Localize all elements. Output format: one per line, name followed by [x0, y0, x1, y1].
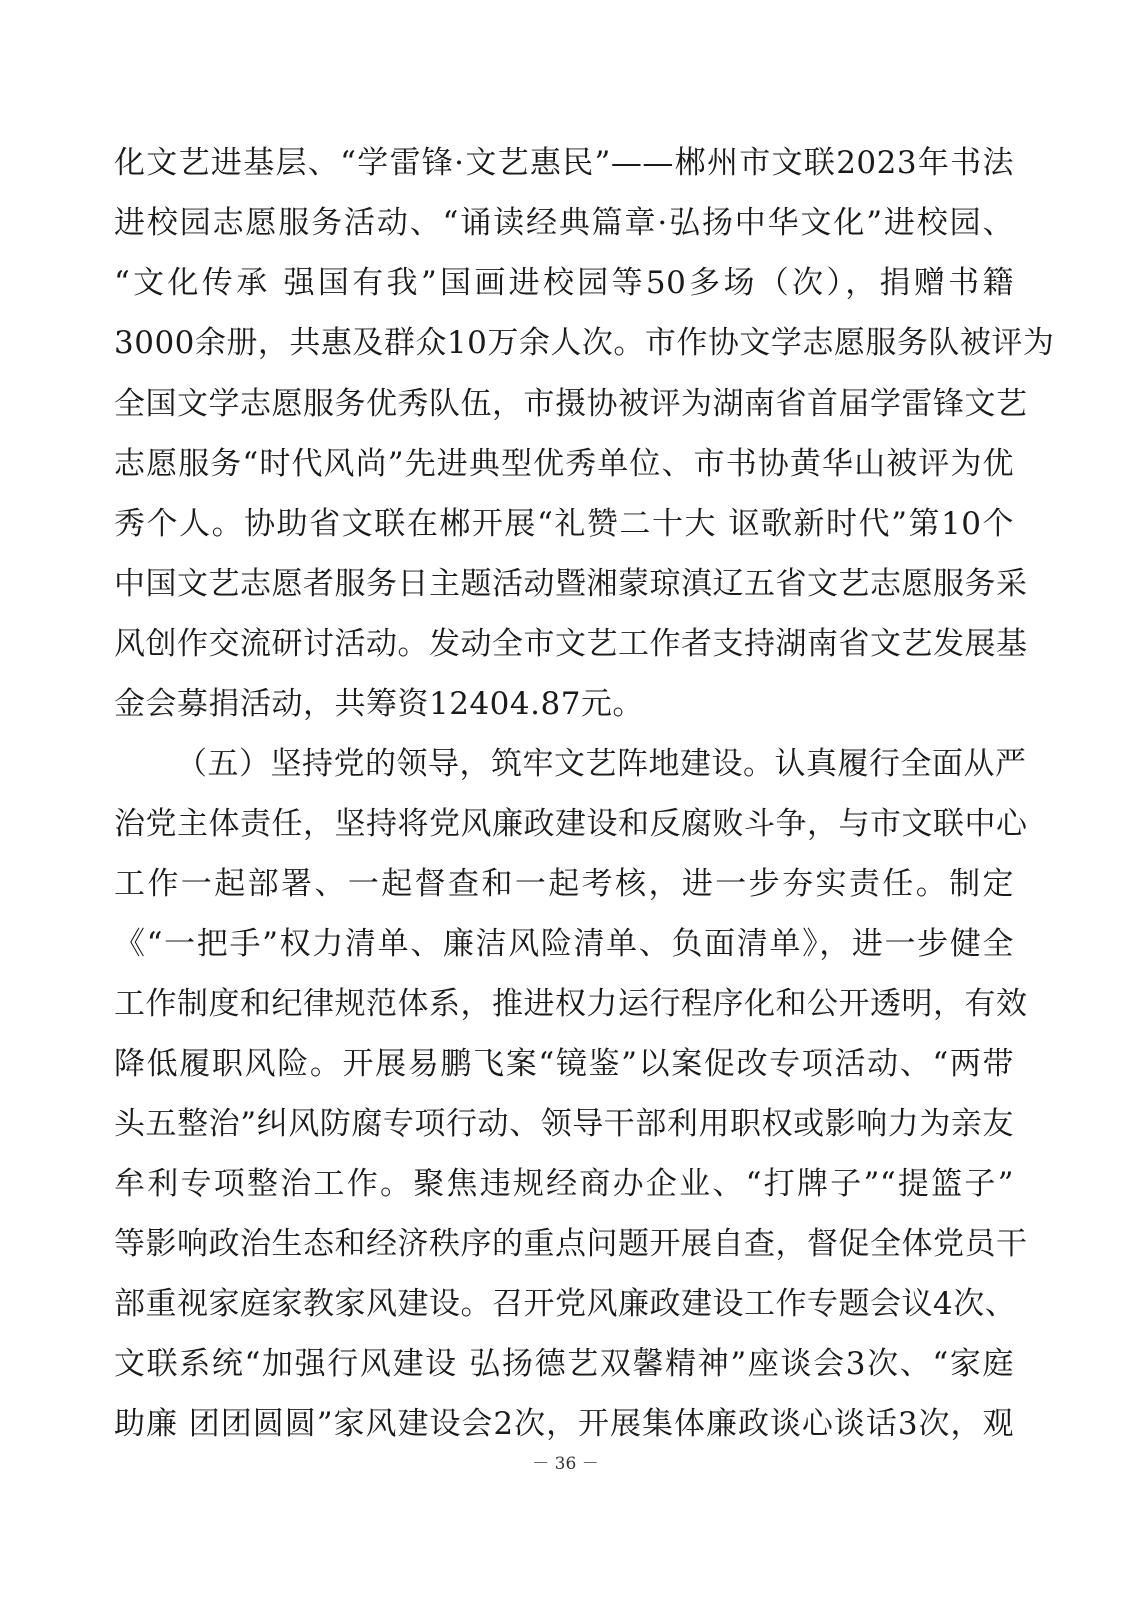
text-line-10: 金会募捐活动，共筹资12404.87元。	[114, 686, 644, 722]
text-line-12: 治党主体责任，坚持将党风廉政建设和反腐败斗争，与市文联中心	[114, 806, 1028, 842]
text-line-20: 部重视家庭家教家风建设。召开党风廉政建设工作专题会议4次、	[114, 1286, 1017, 1322]
text-line-5: 全国文学志愿服务优秀队伍，市摄协被评为湖南省首届学雷锋文艺	[114, 386, 1028, 422]
text-line-1: 化文艺进基层、“学雷锋·文艺惠民”——郴州市文联2023年书法	[114, 145, 1014, 181]
text-line-21: 文联系统“加强行风建设 弘扬德艺双馨精神”座谈会3次、“家庭	[114, 1346, 1014, 1382]
text-line-7: 秀个人。协助省文联在郴开展“礼赞二十大 讴歌新时代”第10个	[114, 506, 1014, 542]
text-line-19: 等影响政治生态和经济秩序的重点问题开展自查，督促全体党员干	[114, 1226, 1028, 1262]
text-line-16: 降低履职风险。开展易鹏飞案“镜鉴”以案促改专项活动、“两带	[114, 1046, 1014, 1082]
text-line-18: 牟利专项整治工作。聚焦违规经商办企业、“打牌子”“提篮子”	[114, 1166, 1014, 1202]
page-number: － 36 －	[532, 1454, 599, 1474]
text-line-9: 风创作交流研讨活动。发动全市文艺工作者支持湖南省文艺发展基	[114, 626, 1028, 662]
text-line-6: 志愿服务“时代风尚”先进典型优秀单位、市书协黄华山被评为优	[114, 446, 1014, 482]
text-line-3: “文化传承 强国有我”国画进校园等50多场（次），捐赠书籍	[114, 265, 1014, 301]
text-line-22: 助廉 团团圆圆”家风建设会2次，开展集体廉政谈心谈话3次，观	[114, 1406, 1014, 1442]
text-line-17: 头五整治”纠风防腐专项行动、领导干部利用职权或影响力为亲友	[114, 1106, 1014, 1142]
text-line-14: 《“一把手”权力清单、廉洁风险清单、负面清单》，进一步健全	[114, 926, 1014, 962]
text-line-8: 中国文艺志愿者服务日主题活动暨湘蒙琼滇辽五省文艺志愿服务采	[114, 566, 1028, 602]
text-line-13: 工作一起部署、一起督查和一起考核，进一步夯实责任。制定	[114, 866, 1014, 902]
text-line-15: 工作制度和纪律规范体系，推进权力运行程序化和公开透明，有效	[114, 986, 1028, 1022]
section-heading-line: （五）坚持党的领导，筑牢文艺阵地建设。认真履行全面从严	[176, 746, 1027, 782]
text-line-2: 进校园志愿服务活动、“诵读经典篇章·弘扬中华文化”进校园、	[114, 205, 1014, 241]
text-line-4: 3000余册，共惠及群众10万余人次。市作协文学志愿服务队被评为	[114, 325, 1055, 361]
